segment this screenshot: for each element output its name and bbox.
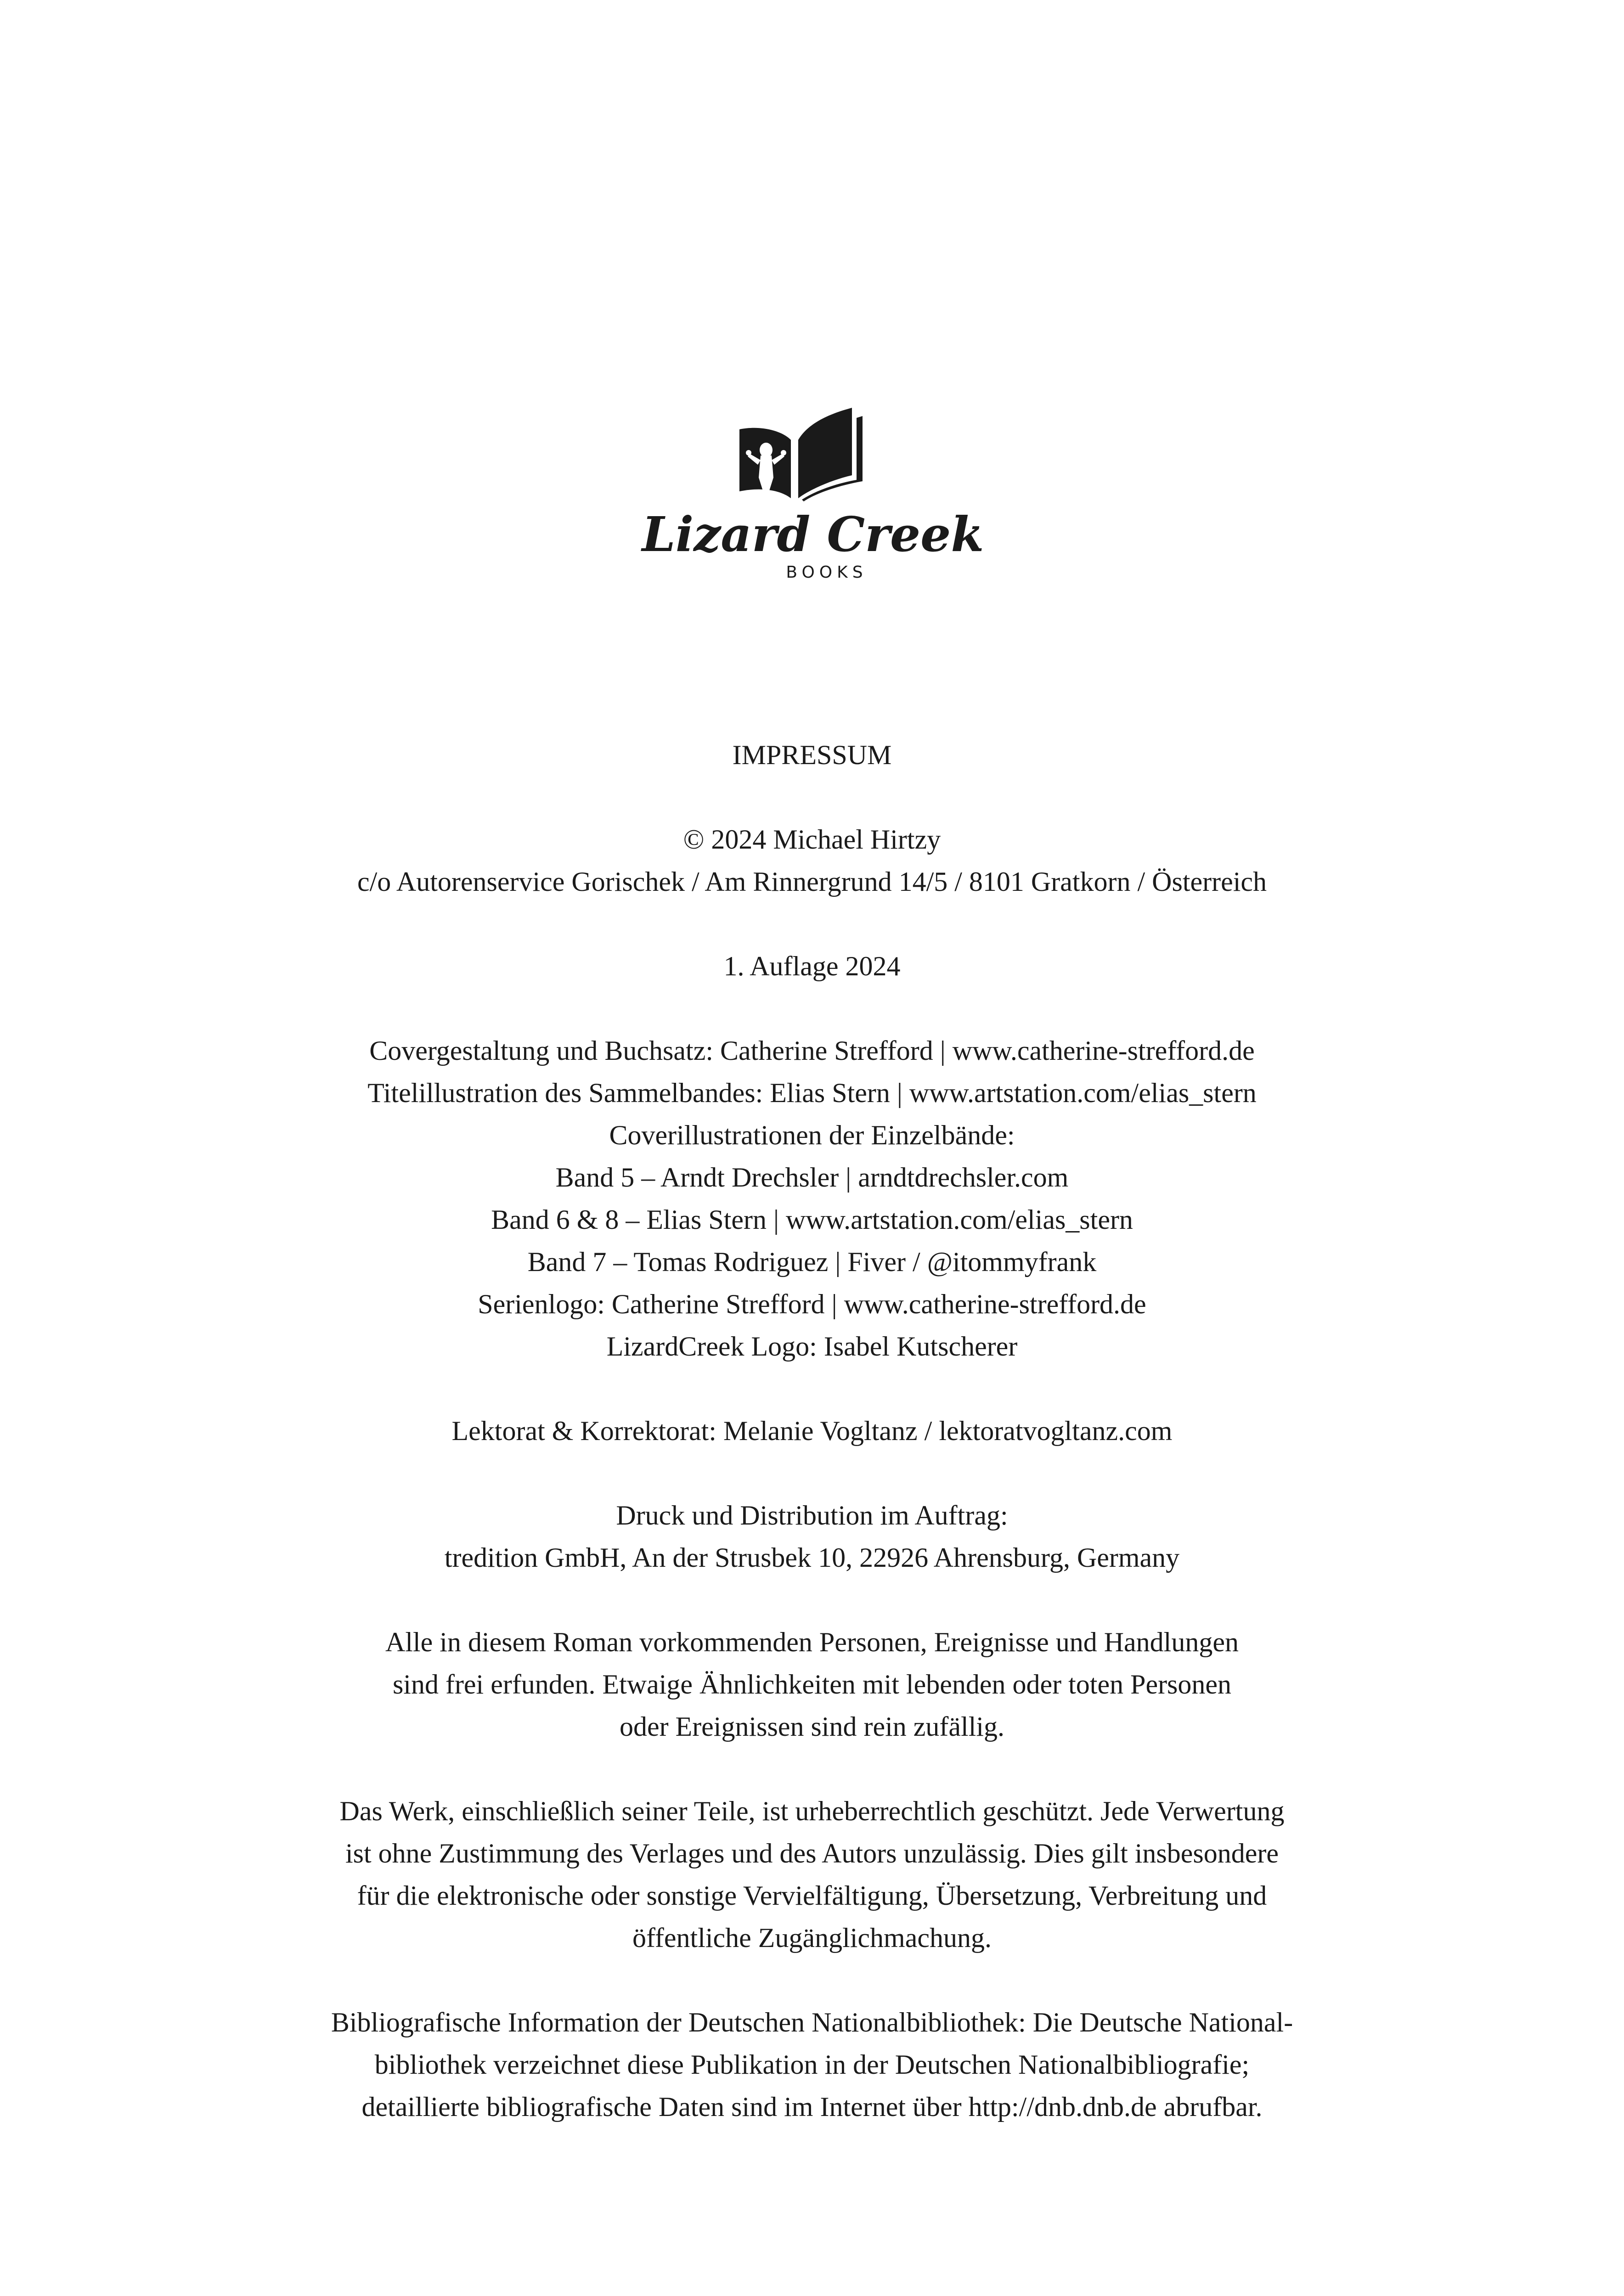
address-line: c/o Autorenservice Gorischek / Am Rinnergrund 14/5 / 8101 Gratkorn / Österreich bbox=[357, 867, 1267, 897]
impressum-heading: IMPRESSUM bbox=[732, 740, 892, 770]
copyright-notice-line: öffentliche Zugänglichmachung. bbox=[632, 1923, 992, 1953]
editing-line: Lektorat & Korrektorat: Melanie Vogltanz / lektoratvogltanz.com bbox=[451, 1416, 1173, 1446]
disclaimer-line: Alle in diesem Roman vorkommenden Personen, Ereignisse und Handlungen bbox=[385, 1627, 1239, 1657]
logo-wordmark: Lizard Creek bbox=[642, 506, 984, 563]
copyright-notice-line: für die elektronische oder sonstige Vervielfältigung, Übersetzung, Verbreitung und bbox=[357, 1880, 1267, 1911]
book-with-lizard-icon bbox=[642, 404, 984, 597]
logo-subtitle: BOOKS bbox=[786, 563, 868, 582]
bibliography-line: Bibliografische Information der Deutschen Nationalbibliothek: Die Deutsche National- bbox=[331, 2007, 1293, 2037]
credit-line: Covergestaltung und Buchsatz: Catherine Strefford | www.catherine-strefford.de bbox=[369, 1035, 1255, 1066]
copyright-notice-line: Das Werk, einschließlich seiner Teile, ist urheberrechtlich geschützt. Jede Verwertung bbox=[339, 1796, 1285, 1826]
credit-line: Serienlogo: Catherine Strefford | www.catherine-strefford.de bbox=[478, 1289, 1146, 1319]
copyright-line: © 2024 Michael Hirtzy bbox=[683, 824, 941, 855]
publisher-logo bbox=[642, 404, 984, 597]
print-line: Druck und Distribution im Auftrag: bbox=[616, 1500, 1008, 1531]
bibliography-line: bibliothek verzeichnet diese Publikation in der Deutschen Nationalbibliografie; bbox=[374, 2049, 1250, 2080]
credit-line: LizardCreek Logo: Isabel Kutscherer bbox=[606, 1331, 1018, 1362]
credit-line: Titelillustration des Sammelbandes: Elias Stern | www.artstation.com/elias_stern bbox=[367, 1078, 1257, 1108]
bibliography-line: detaillierte bibliografische Daten sind im Internet über http://dnb.dnb.de abrufbar. bbox=[361, 2092, 1263, 2122]
credit-line: Band 7 – Tomas Rodriguez | Fiver / @itommyfrank bbox=[527, 1247, 1097, 1277]
copyright-notice-line: ist ohne Zustimmung des Verlages und des Autors unzulässig. Dies gilt insbesondere bbox=[345, 1838, 1279, 1868]
credit-line: Band 6 & 8 – Elias Stern | www.artstation.com/elias_stern bbox=[491, 1204, 1133, 1235]
print-line: tredition GmbH, An der Strusbek 10, 22926 Ahrensburg, Germany bbox=[444, 1542, 1180, 1573]
impressum-section bbox=[0, 734, 1624, 2128]
edition-line: 1. Auflage 2024 bbox=[723, 951, 901, 981]
disclaimer-line: sind frei erfunden. Etwaige Ähnlichkeiten mit lebenden oder toten Personen bbox=[392, 1669, 1232, 1699]
disclaimer-line: oder Ereignissen sind rein zufällig. bbox=[619, 1711, 1005, 1742]
credit-line: Coverillustrationen der Einzelbände: bbox=[609, 1120, 1015, 1150]
credit-line: Band 5 – Arndt Drechsler | arndtdrechsler.com bbox=[555, 1162, 1069, 1193]
